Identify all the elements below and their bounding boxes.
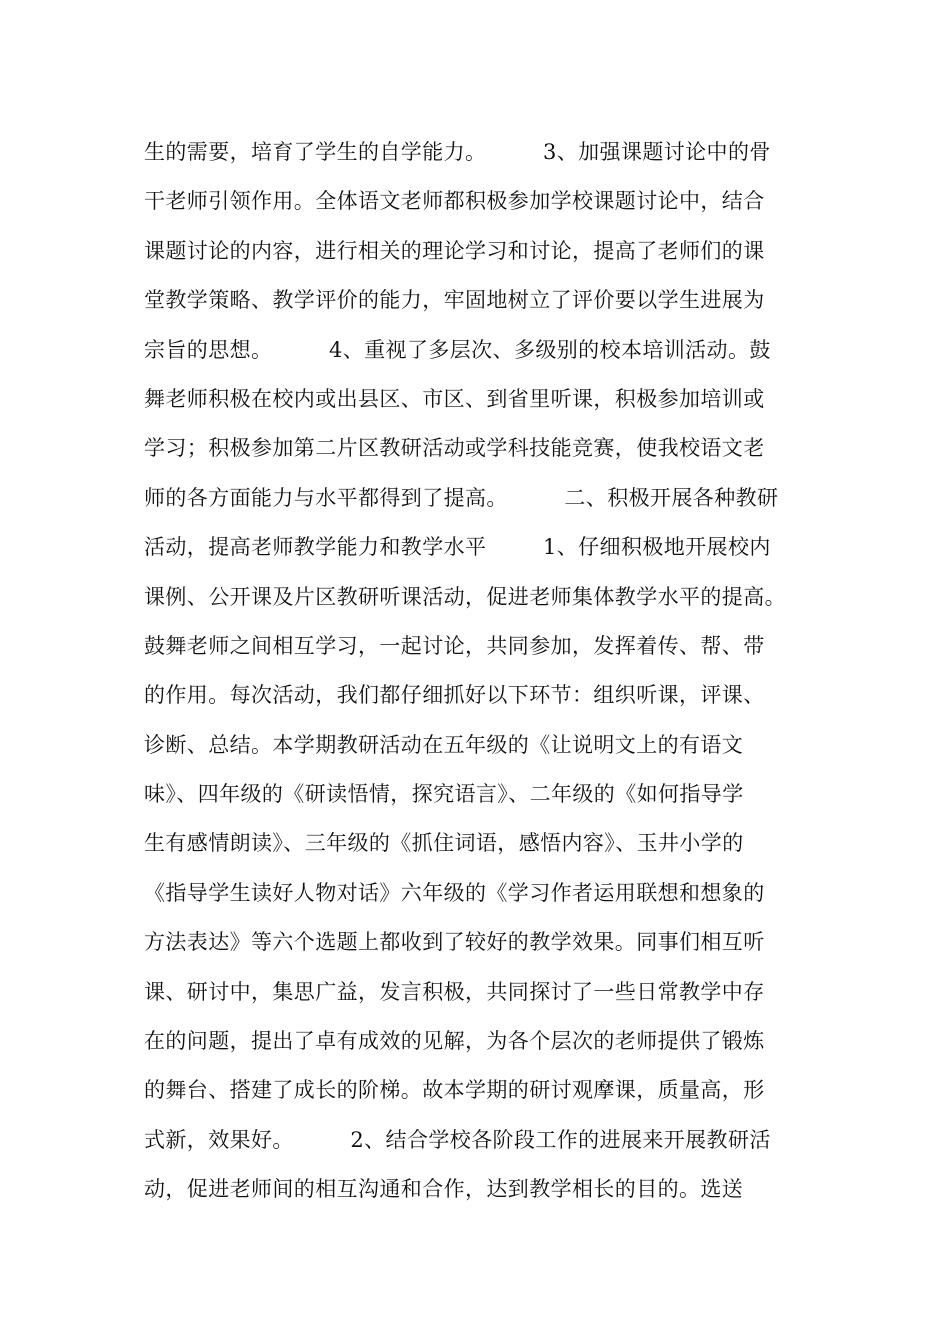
text-line: 的作用。每次活动，我们都仔细抓好以下环节：组织听课，评课、 — [144, 683, 765, 708]
text-line: 课、研讨中，集思广益，发言积极，共同探讨了一些日常教学中存 — [144, 979, 765, 1004]
text-line: 式新，效果好。 2、结合学校各阶段工作的进展来开展教研活 — [144, 1127, 771, 1152]
text-line: 舞老师积极在校内或出县区、市区、到省里听课，积极参加培训或 — [144, 386, 765, 411]
text-line: 师的各方面能力与水平都得到了提高。 二、积极开展各种教研 — [144, 485, 779, 510]
text-line: 动，促进老师间的相互沟通和合作，达到教学相长的目的。选送 — [144, 1177, 744, 1202]
text-line: 生的需要，培育了学生的自学能力。 3、加强课题讨论中的骨 — [144, 140, 771, 164]
text-line: 课题讨论的内容，进行相关的理论学习和讨论，提高了老师们的课 — [144, 238, 765, 263]
body-text — [144, 128, 844, 1215]
text-line: 宗旨的思想。 4、重视了多层次、多级别的校本培训活动。鼓 — [144, 337, 771, 362]
text-line: 生有感情朗读》、三年级的《抓住词语，感悟内容》、玉井小学的 — [144, 831, 744, 856]
text-line: 《指导学生读好人物对话》六年级的《学习作者运用联想和想象的 — [144, 880, 765, 905]
text-line: 在的问题，提出了卓有成效的见解，为各个层次的老师提供了锻炼 — [144, 1029, 765, 1054]
text-line: 学习；积极参加第二片区教研活动或学科技能竞赛，使我校语文老 — [144, 436, 765, 461]
text-line: 堂教学策略、教学评价的能力，牢固地树立了评价要以学生进展为 — [144, 288, 765, 313]
text-line: 方法表达》等六个选题上都收到了较好的教学效果。同事们相互听 — [144, 930, 765, 955]
text-line: 味》、四年级的《研读悟情，探究语言》、二年级的《如何指导学 — [144, 782, 744, 807]
text-line: 课例、公开课及片区教研听课活动，促进老师集体教学水平的提高。 — [144, 584, 786, 609]
text-line: 干老师引领作用。全体语文老师都积极参加学校课题讨论中，结合 — [144, 189, 765, 214]
text-line: 活动，提高老师教学能力和教学水平 1、仔细积极地开展校内 — [144, 535, 771, 560]
text-line: 鼓舞老师之间相互学习，一起讨论，共同参加，发挥着传、帮、带 — [144, 633, 765, 658]
text-line: 诊断、总结。本学期教研活动在五年级的《让说明文上的有语文 — [144, 732, 744, 757]
text-line: 的舞台、搭建了成长的阶梯。故本学期的研讨观摩课，质量高，形 — [144, 1078, 765, 1103]
